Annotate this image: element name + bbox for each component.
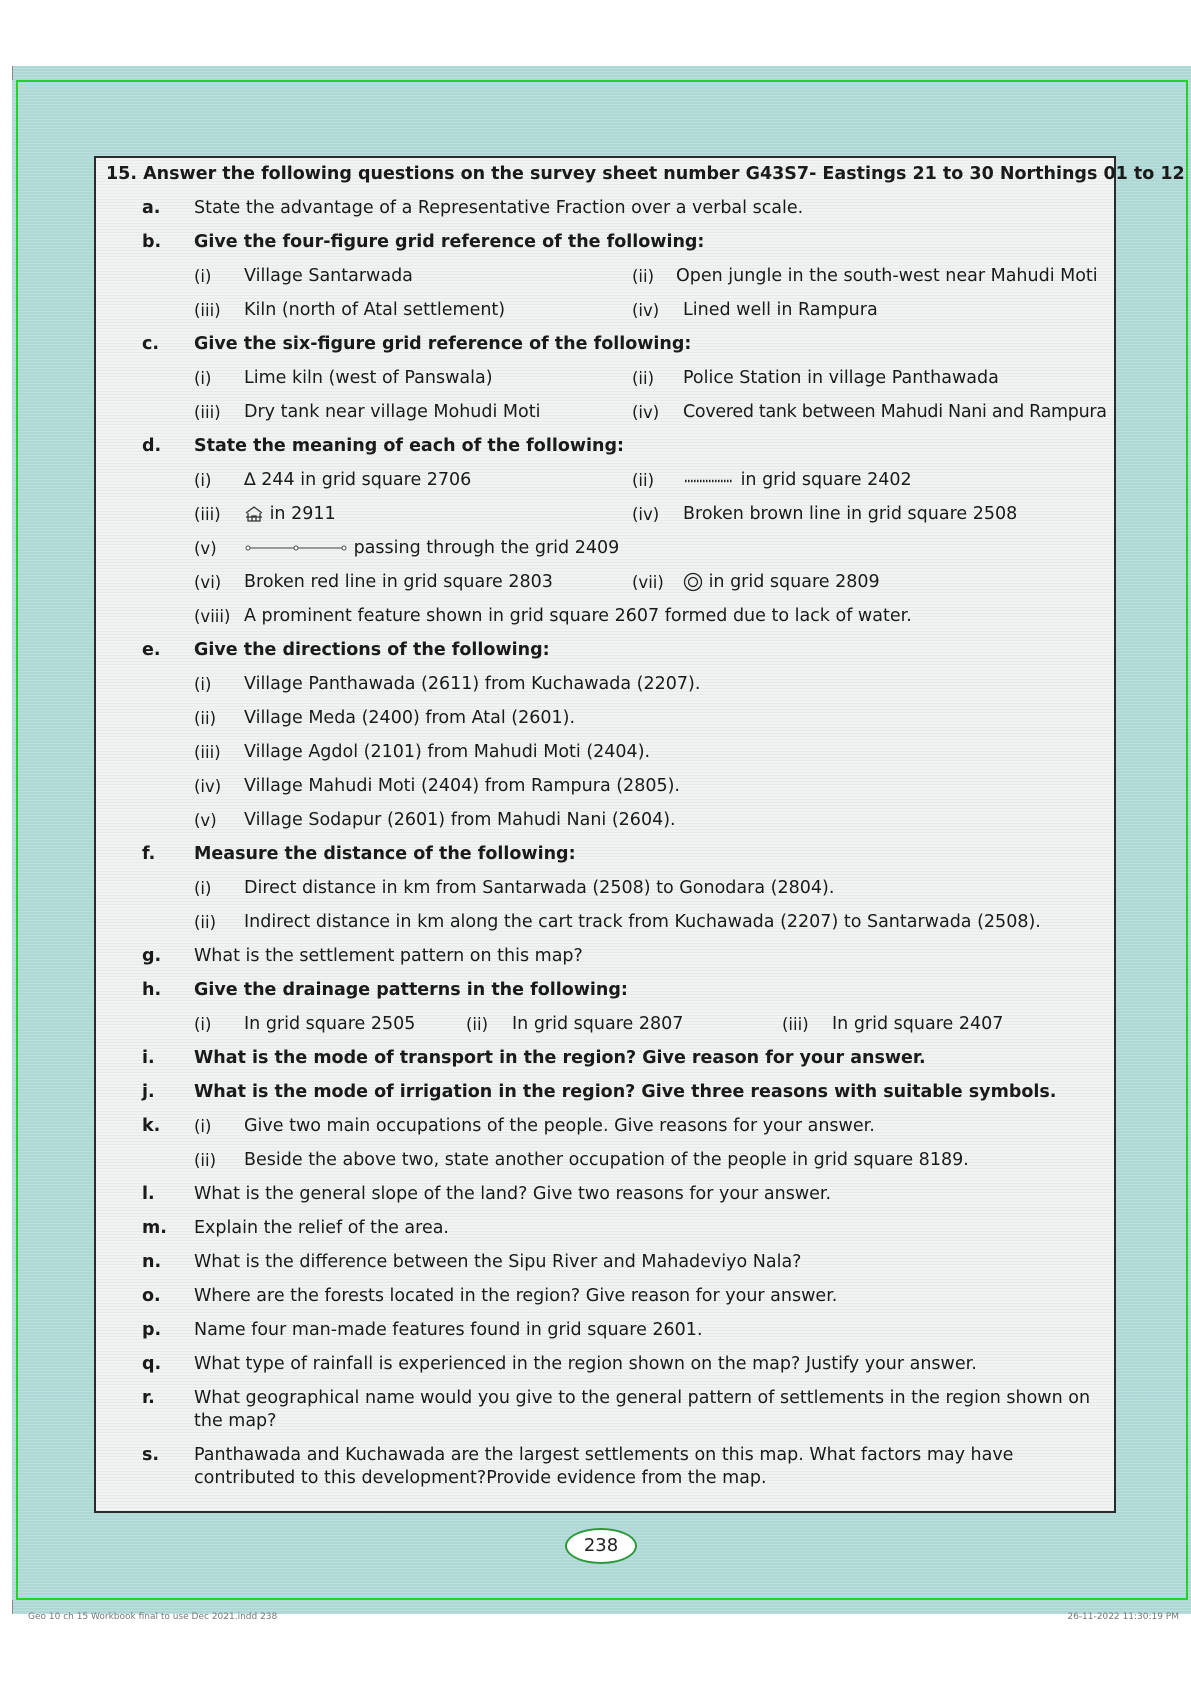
item-num: (i) (194, 675, 212, 694)
item-num: (ii) (194, 709, 217, 728)
item-num: (ii) (632, 369, 655, 388)
item-text (683, 571, 880, 594)
question-n: What is the difference between the Sipu River and Mahadeviyo Nala? (194, 1252, 802, 1272)
item-num: (iii) (194, 301, 221, 320)
question-a: State the advantage of a Representative Fraction over a verbal scale. (194, 198, 804, 218)
label-i: i. (142, 1048, 155, 1068)
item-text (244, 537, 619, 560)
question-h: Give the drainage patterns in the following: (194, 980, 628, 1000)
item-num: (ii) (194, 1151, 217, 1170)
label-k: k. (142, 1116, 161, 1136)
item-text: Broken red line in grid square 2803 (244, 572, 553, 592)
item-text: A prominent feature shown in grid square 2607 formed due to lack of water. (244, 606, 912, 626)
label-n: n. (142, 1252, 162, 1272)
item-text: In grid square 2807 (512, 1014, 684, 1034)
footer-right: 26-11-2022 11:30:19 PM (1067, 1612, 1179, 1622)
railway-line-icon (244, 543, 348, 553)
item-num: (viii) (194, 607, 231, 626)
item-text: Village Meda (2400) from Atal (2601). (244, 708, 576, 728)
crop-mark (12, 66, 13, 80)
question-l: What is the general slope of the land? Give two reasons for your answer. (194, 1184, 832, 1204)
question-q: What type of rainfall is experienced in the region shown on the map? Justify your answer. (194, 1354, 977, 1374)
item-num: (ii) (632, 471, 655, 490)
item-num: (i) (194, 471, 212, 490)
item-text: Village Panthawada (2611) from Kuchawada (2207). (244, 674, 701, 694)
item-text (683, 469, 912, 492)
label-a: a. (142, 198, 161, 218)
item-num: (ii) (632, 267, 655, 286)
question-p: Name four man-made features found in grid square 2601. (194, 1320, 703, 1340)
item-num: (i) (194, 1015, 212, 1034)
item-num: (v) (194, 811, 217, 830)
item-text: Lime kiln (west of Panswala) (244, 368, 493, 388)
label-e: e. (142, 640, 161, 660)
label-g: g. (142, 946, 162, 966)
item-text: Village Agdol (2101) from Mahudi Moti (2404). (244, 742, 651, 762)
question-f: Measure the distance of the following: (194, 844, 576, 864)
item-text: Direct distance in km from Santarwada (2508) to Gonodara (2804). (244, 878, 835, 898)
question-s: Panthawada and Kuchawada are the largest settlements on this map. What factors may have contributed to this development?Provide evidence from the map. (194, 1445, 1014, 1488)
question-o: Where are the forests located in the region? Give reason for your answer. (194, 1286, 838, 1306)
question-j: What is the mode of irrigation in the region? Give three reasons with suitable symbols. (194, 1082, 1057, 1102)
item-text-content: 244 in grid square 2706 (255, 470, 472, 490)
item-num: (i) (194, 1117, 212, 1136)
item-text (244, 469, 471, 492)
item-num: (vii) (632, 573, 664, 592)
item-text: Kiln (north of Atal settlement) (244, 300, 506, 320)
item-text: Broken brown line in grid square 2508 (683, 504, 1018, 524)
label-l: l. (142, 1184, 155, 1204)
item-num: (iii) (194, 505, 221, 524)
question-number: 15. (106, 164, 138, 184)
item-text-content: in 2911 (264, 504, 336, 524)
question-panel (94, 156, 1185, 1513)
footer-left: Geo 10 ch 15 Workbook final to use Dec 2021.indd 238 (28, 1612, 278, 1622)
triangle-height-icon: ∆ (244, 470, 256, 490)
label-h: h. (142, 980, 162, 1000)
item-text: In grid square 2505 (244, 1014, 416, 1034)
item-text: Covered tank between Mahudi Nani and Rampura (683, 402, 1107, 422)
question-e: Give the directions of the following: (194, 640, 550, 660)
label-d: d. (142, 436, 162, 456)
item-num: (iii) (194, 743, 221, 762)
item-text: Dry tank near village Mohudi Moti (244, 402, 541, 422)
item-num: (iv) (632, 301, 660, 320)
label-c: c. (142, 334, 160, 354)
item-text: Give two main occupations of the people. Give reasons for your answer. (244, 1116, 875, 1136)
item-num: (i) (194, 879, 212, 898)
item-num: (vi) (194, 573, 222, 592)
question-b: Give the four-figure grid reference of the following: (194, 232, 705, 252)
item-text-content: in grid square 2402 (735, 470, 912, 490)
question-title-text: Answer the following questions on the survey sheet number G43S7- Eastings 21 to 30 Northings 01 to 12 (143, 164, 1185, 184)
item-num: (ii) (466, 1015, 489, 1034)
item-text: Indirect distance in km along the cart track from Kuchawada (2207) to Santarwada (2508). (244, 912, 1041, 932)
item-text: Open jungle in the south-west near Mahudi Moti (676, 266, 1098, 286)
item-text (244, 503, 336, 526)
item-num: (ii) (194, 913, 217, 932)
item-num: (iv) (632, 403, 660, 422)
question-c: Give the six-figure grid reference of the following: (194, 334, 692, 354)
item-num: (i) (194, 369, 212, 388)
label-j: j. (142, 1082, 155, 1102)
dotted-line-icon (683, 475, 735, 485)
question-g: What is the settlement pattern on this map? (194, 946, 583, 966)
item-num: (iii) (194, 403, 221, 422)
question-title (106, 163, 1185, 186)
item-num: (i) (194, 267, 212, 286)
label-r: r. (142, 1388, 155, 1408)
item-num: (v) (194, 539, 217, 558)
item-num: (iv) (632, 505, 660, 524)
label-f: f. (142, 844, 156, 864)
item-text: In grid square 2407 (832, 1014, 1004, 1034)
label-b: b. (142, 232, 162, 252)
page-number: 238 (565, 1528, 637, 1564)
item-text: Lined well in Rampura (683, 300, 878, 320)
label-o: o. (142, 1286, 161, 1306)
item-text: Village Mahudi Moti (2404) from Rampura (2805). (244, 776, 680, 796)
label-m: m. (142, 1218, 167, 1238)
item-text: Village Sodapur (2601) from Mahudi Nani (2604). (244, 810, 676, 830)
item-text-content: in grid square 2809 (703, 572, 880, 592)
hut-icon (244, 505, 264, 523)
question-m: Explain the relief of the area. (194, 1218, 449, 1238)
concentric-circle-icon (683, 572, 703, 592)
item-num: (iii) (782, 1015, 809, 1034)
item-num: (iv) (194, 777, 222, 796)
question-i: What is the mode of transport in the region? Give reason for your answer. (194, 1048, 926, 1068)
label-q: q. (142, 1354, 162, 1374)
item-text: Village Santarwada (244, 266, 413, 286)
label-s: s. (142, 1445, 160, 1465)
item-text-content: passing through the grid 2409 (348, 538, 620, 558)
item-text: Police Station in village Panthawada (683, 368, 999, 388)
crop-mark (12, 1600, 13, 1614)
item-text: Beside the above two, state another occupation of the people in grid square 8189. (244, 1150, 969, 1170)
question-r: What geographical name would you give to the general pattern of settlements in the region shown on the map? (194, 1388, 1091, 1431)
label-p: p. (142, 1320, 162, 1340)
question-d: State the meaning of each of the following: (194, 436, 624, 456)
